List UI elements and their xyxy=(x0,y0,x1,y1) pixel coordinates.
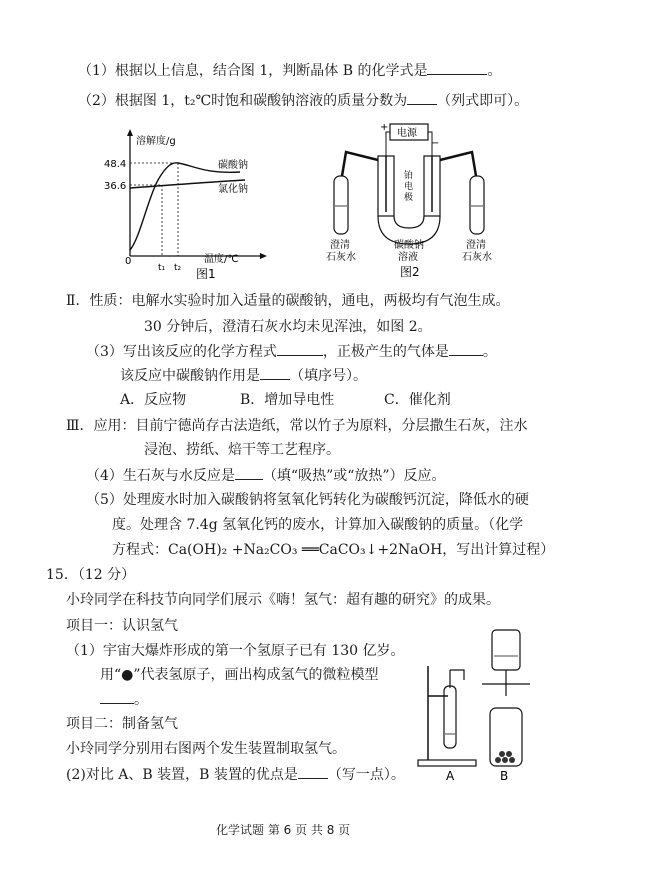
stand-base-a xyxy=(418,760,476,766)
granule-b-5 xyxy=(506,751,512,757)
q1-end: 。 xyxy=(487,63,502,79)
electrode-char-1: 铂 xyxy=(404,171,414,181)
figure-2-electrolysis-apparatus xyxy=(326,116,496,282)
q4-text-b: （填“吸热”或“放热”）反应。 xyxy=(262,468,446,484)
fig1-ylabel: 溶解度/g xyxy=(136,136,176,147)
sodium-carbonate-curve xyxy=(130,163,240,250)
granule-b-1 xyxy=(495,757,501,763)
q1-blank[interactable] xyxy=(427,60,487,75)
q4-text-a: （4）生石灰与水反应是 xyxy=(86,468,235,484)
q15-p2b-line xyxy=(66,764,405,785)
label-a: A xyxy=(446,769,455,783)
q15-p2b-end: （写一点）。 xyxy=(327,767,405,783)
hydrogen-generation-apparatus xyxy=(412,626,552,786)
q3-line2-text: 该反应中碳酸钠作用是 xyxy=(120,368,260,384)
y-tick-36-6: 36.6 xyxy=(104,181,127,192)
tube-right xyxy=(440,152,476,176)
right-label-2: 石灰水 xyxy=(462,252,492,263)
q15-blank-model[interactable] xyxy=(100,689,134,704)
q15-p1c: 。 xyxy=(134,692,148,708)
wire-left xyxy=(386,132,390,156)
x-axis-arrow xyxy=(260,253,267,259)
sec2-line2: 30 分钟后，澄清石灰水均未见浑浊，如图 2。 xyxy=(144,319,432,335)
mid-label-1: 碳酸钠 xyxy=(394,240,424,251)
electrode-char-3: 极 xyxy=(404,193,414,203)
granule-b-3 xyxy=(509,757,515,763)
power-label: 电源 xyxy=(397,128,417,139)
q15-blank-advantage[interactable] xyxy=(298,764,328,779)
fig1-xlabel: 温度/℃ xyxy=(204,254,239,265)
separatory-funnel-b xyxy=(492,630,520,670)
q15-project-2: 项目二：制备氢气 xyxy=(66,716,178,732)
sec3-line1: Ⅲ．应用：目前宁德尚存古法造纸，常以竹子为原料，分层撒生石灰，注水 xyxy=(66,418,528,434)
minus-sign: − xyxy=(431,138,440,149)
q3-text-a: （3）写出该反应的化学方程式 xyxy=(86,344,277,360)
q3-option-c: C．催化剂 xyxy=(384,392,451,408)
q3-option-a: A．反应物 xyxy=(120,392,187,408)
q2-text: （2）根据图 1，t₂℃时饱和碳酸钠溶液的质量分数为 xyxy=(78,93,408,109)
delivery-bend-a xyxy=(450,670,464,680)
q15-intro: 小玲同学在科技节向同学们展示《嗨！氢气：超有趣的研究》的成果。 xyxy=(66,592,500,608)
q3-blank-role[interactable] xyxy=(260,365,290,380)
left-label-1: 澄清 xyxy=(330,240,350,251)
figure-1-solubility-chart xyxy=(100,128,270,280)
q3-blank-gas[interactable] xyxy=(449,341,483,356)
mid-label-2: 溶液 xyxy=(398,252,418,263)
q15-header: 15．（12 分） xyxy=(46,567,136,583)
q5-line3: 方程式：Ca(OH)₂ +Na₂CO₃ ══CaCO₃↓+2NaOH，写出计算过程） xyxy=(112,542,555,558)
sec2-line1: Ⅱ．性质：电解水实验时加入适量的碳酸钠，通电，两极均有气泡生成。 xyxy=(66,293,510,309)
electrode-char-2: 电 xyxy=(404,182,414,192)
fig1-origin: 0 xyxy=(125,256,132,267)
q3-line1 xyxy=(86,341,497,362)
right-label-1: 澄清 xyxy=(466,240,486,251)
q3-line2 xyxy=(120,365,367,386)
label-sodium-chloride: 氯化钠 xyxy=(218,184,248,195)
q15-p1c-line xyxy=(100,689,148,710)
q2-line xyxy=(78,90,528,111)
y-tick-48-4: 48.4 xyxy=(104,159,127,170)
sec3-line2: 浸泡、捞纸、焙干等工艺程序。 xyxy=(144,442,340,458)
q2-blank[interactable] xyxy=(407,90,437,105)
test-tube-right xyxy=(470,176,484,234)
test-tube-left xyxy=(334,176,348,234)
x-tick-t2: t₂ xyxy=(174,263,182,273)
x-tick-t1: t₁ xyxy=(158,263,166,273)
q15-project-1: 项目一：认识氢气 xyxy=(66,618,178,634)
q3-text-c: 。 xyxy=(482,344,497,360)
q1-text: （1）根据以上信息，结合图 1，判断晶体 B 的化学式是 xyxy=(78,63,428,79)
left-label-2: 石灰水 xyxy=(326,252,356,263)
page-footer: 化学试题 第 6 页 共 8 页 xyxy=(216,823,351,837)
q15-p2b-text: (2)对比 A、B 装置，B 装置的优点是 xyxy=(66,767,298,783)
q4-blank[interactable] xyxy=(235,465,263,480)
tube-left xyxy=(342,152,378,176)
q3-line2-end: （填序号）。 xyxy=(290,368,367,384)
q3-text-b: ，正极产生的气体是 xyxy=(322,344,449,360)
q1-line xyxy=(78,60,501,81)
granule-b-4 xyxy=(499,751,505,757)
q2-end: （列式即可）。 xyxy=(437,93,529,109)
q15-p1a: （1）宇宙大爆炸形成的第一个氢原子已有 130 亿岁。 xyxy=(66,643,405,659)
q15-p1b: 用“●”代表氢原子，画出构成氢气的微粒模型 xyxy=(100,667,379,683)
plus-sign: + xyxy=(380,122,389,133)
q3-blank-equation[interactable] xyxy=(277,341,323,356)
label-sodium-carbonate: 碳酸钠 xyxy=(218,160,248,171)
q5-line2: 度。处理含 7.4g 氢氧化钙的废水，计算加入碳酸钠的质量。（化学 xyxy=(112,517,524,533)
q4-line xyxy=(86,465,446,486)
fig1-caption: 图1 xyxy=(196,267,216,280)
q3-option-b: B．增加导电性 xyxy=(240,392,335,408)
y-axis-arrow xyxy=(127,129,133,136)
label-b: B xyxy=(500,769,509,783)
fig2-caption: 图2 xyxy=(400,265,420,279)
q15-p2a: 小玲同学分别用右图两个发生装置制取氢气。 xyxy=(66,741,346,757)
granule-b-2 xyxy=(502,757,508,763)
u-tube-bottom-inner xyxy=(394,216,424,228)
q5-line1: （5）处理废水时加入碳酸钠将氢氧化钙转化为碳酸钙沉淀，降低水的硬 xyxy=(86,492,529,508)
